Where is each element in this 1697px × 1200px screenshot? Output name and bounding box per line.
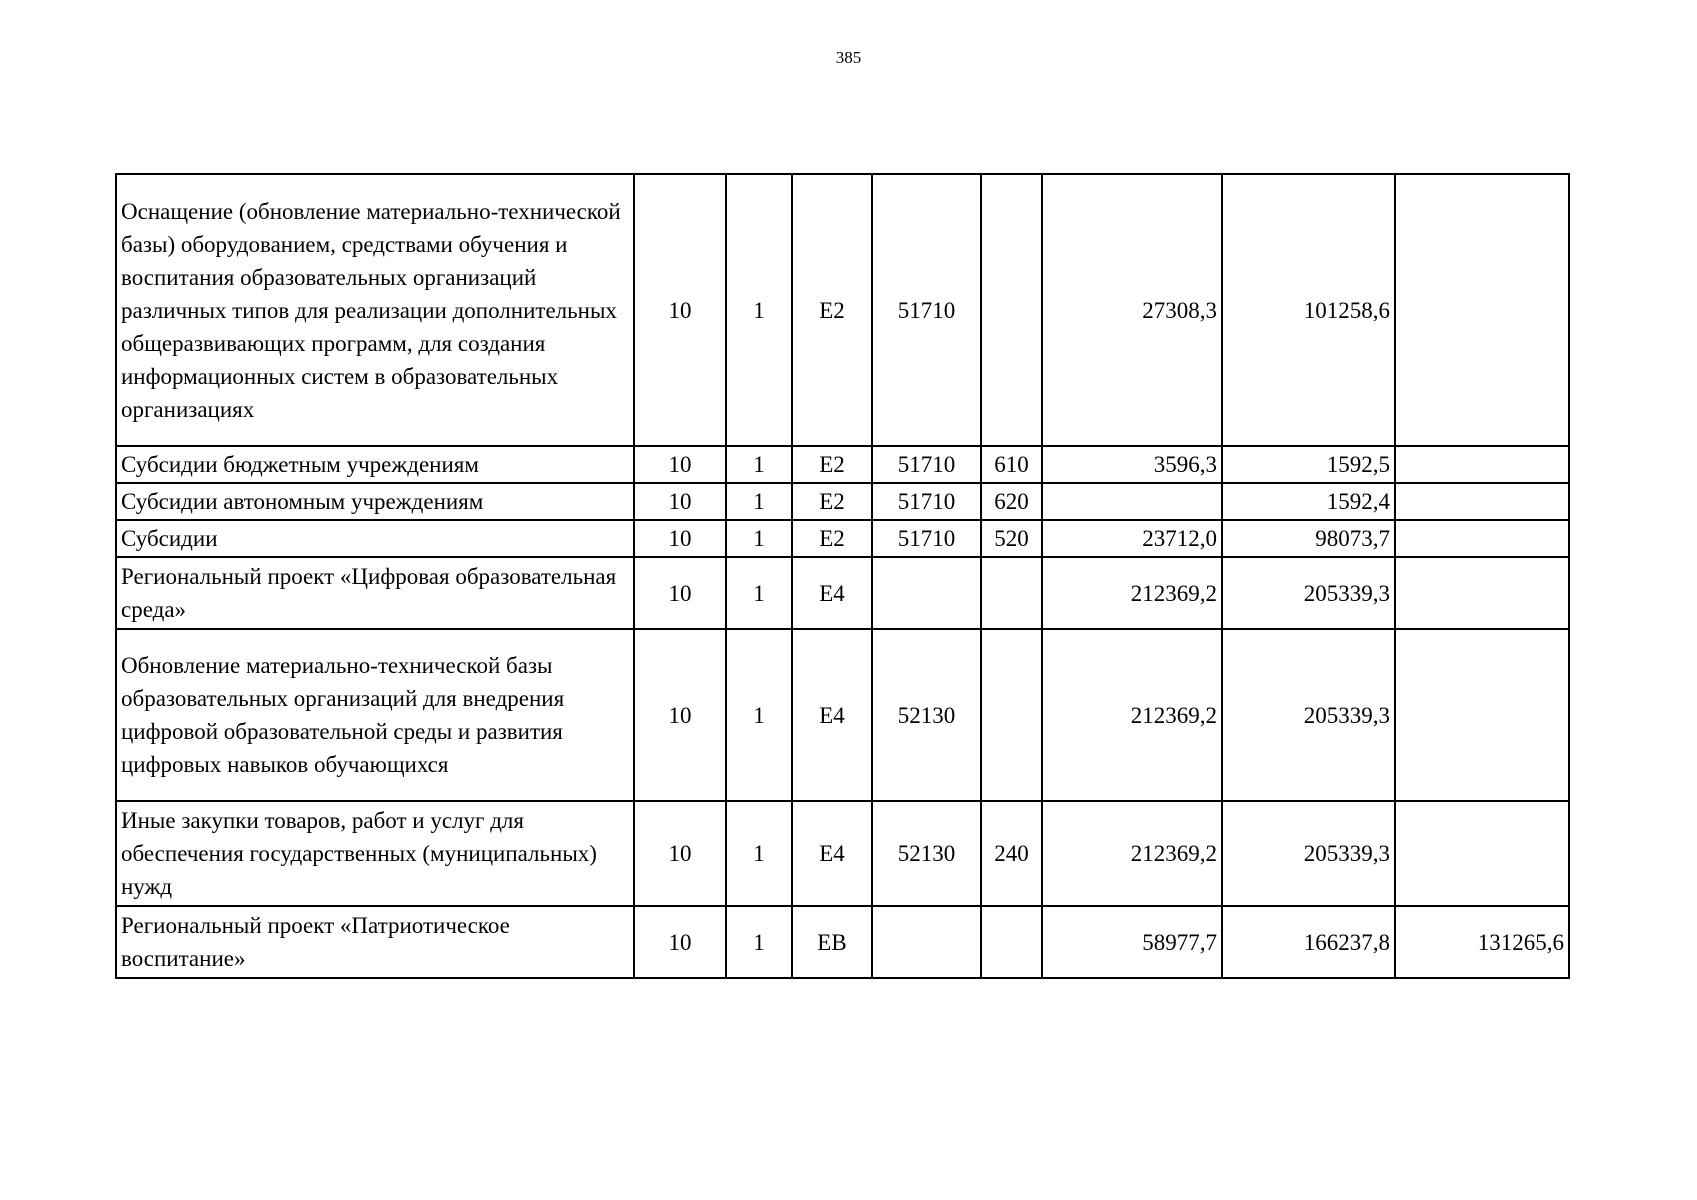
chapter-cell: 10 <box>634 483 726 520</box>
value-1-cell: 3596,3 <box>1042 446 1222 483</box>
section-cell: 1 <box>726 906 792 978</box>
value-3-cell <box>1395 801 1569 906</box>
project-cell: E4 <box>792 557 872 629</box>
table-row <box>116 174 1569 446</box>
row-name-cell: Региональный проект «Патриотическое воспитание» <box>116 906 634 978</box>
section-cell: 1 <box>726 520 792 557</box>
expense-type-cell: 240 <box>981 801 1042 906</box>
value-1-cell: 212369,2 <box>1042 557 1222 629</box>
table-row <box>116 483 1569 520</box>
value-2-cell: 101258,6 <box>1222 174 1395 446</box>
row-name-cell: Обновление материально-технической базы образовательных организаций для внедрения цифровой образовательной среды и развития цифровых навыков обучающихся <box>116 629 634 801</box>
expense-type-cell <box>981 557 1042 629</box>
value-1-cell: 212369,2 <box>1042 801 1222 906</box>
value-3-cell <box>1395 557 1569 629</box>
section-cell: 1 <box>726 801 792 906</box>
project-cell: EB <box>792 906 872 978</box>
value-1-cell: 212369,2 <box>1042 629 1222 801</box>
section-cell: 1 <box>726 629 792 801</box>
value-1-cell: 58977,7 <box>1042 906 1222 978</box>
table-row <box>116 906 1569 978</box>
expense-type-cell <box>981 629 1042 801</box>
value-2-cell: 205339,3 <box>1222 801 1395 906</box>
direction-cell: 51710 <box>872 446 981 483</box>
chapter-cell: 10 <box>634 174 726 446</box>
direction-cell: 52130 <box>872 801 981 906</box>
row-name-cell: Субсидии <box>116 520 634 557</box>
chapter-cell: 10 <box>634 520 726 557</box>
table-row <box>116 801 1569 906</box>
direction-cell: 51710 <box>872 520 981 557</box>
row-name-cell: Региональный проект «Цифровая образовательная среда» <box>116 557 634 629</box>
project-cell: E4 <box>792 801 872 906</box>
expense-type-cell <box>981 174 1042 446</box>
value-2-cell: 205339,3 <box>1222 629 1395 801</box>
value-3-cell: 131265,6 <box>1395 906 1569 978</box>
direction-cell: 51710 <box>872 174 981 446</box>
value-3-cell <box>1395 629 1569 801</box>
direction-cell: 52130 <box>872 629 981 801</box>
value-2-cell: 98073,7 <box>1222 520 1395 557</box>
chapter-cell: 10 <box>634 446 726 483</box>
table-row <box>116 520 1569 557</box>
row-name-cell: Иные закупки товаров, работ и услуг для обеспечения государственных (муниципальных) нужд <box>116 801 634 906</box>
project-cell: E2 <box>792 446 872 483</box>
row-name-cell: Субсидии бюджетным учреждениям <box>116 446 634 483</box>
value-3-cell <box>1395 520 1569 557</box>
project-cell: E2 <box>792 483 872 520</box>
project-cell: E2 <box>792 174 872 446</box>
table-row <box>116 446 1569 483</box>
row-name-cell: Оснащение (обновление материально-технической базы) оборудованием, средствами обучения и воспитания образовательных организаций различных типов для реализации дополнительных общеразвивающих программ, для создания информационных систем в образовательных организациях <box>116 174 634 446</box>
expense-type-cell: 520 <box>981 520 1042 557</box>
value-1-cell: 23712,0 <box>1042 520 1222 557</box>
value-3-cell <box>1395 174 1569 446</box>
direction-cell: 51710 <box>872 483 981 520</box>
value-1-cell <box>1042 483 1222 520</box>
section-cell: 1 <box>726 446 792 483</box>
value-1-cell: 27308,3 <box>1042 174 1222 446</box>
direction-cell <box>872 557 981 629</box>
page-number: 385 <box>835 48 862 67</box>
section-cell: 1 <box>726 483 792 520</box>
value-2-cell: 166237,8 <box>1222 906 1395 978</box>
value-2-cell: 205339,3 <box>1222 557 1395 629</box>
chapter-cell: 10 <box>634 629 726 801</box>
value-2-cell: 1592,4 <box>1222 483 1395 520</box>
table-row <box>116 557 1569 629</box>
chapter-cell: 10 <box>634 557 726 629</box>
chapter-cell: 10 <box>634 801 726 906</box>
section-cell: 1 <box>726 557 792 629</box>
chapter-cell: 10 <box>634 906 726 978</box>
value-2-cell: 1592,5 <box>1222 446 1395 483</box>
value-3-cell <box>1395 483 1569 520</box>
expense-type-cell <box>981 906 1042 978</box>
project-cell: E4 <box>792 629 872 801</box>
table-row <box>116 629 1569 801</box>
expense-type-cell: 610 <box>981 446 1042 483</box>
row-name-cell: Субсидии автономным учреждениям <box>116 483 634 520</box>
section-cell: 1 <box>726 174 792 446</box>
project-cell: E2 <box>792 520 872 557</box>
budget-table <box>115 173 1570 979</box>
value-3-cell <box>1395 446 1569 483</box>
direction-cell <box>872 906 981 978</box>
expense-type-cell: 620 <box>981 483 1042 520</box>
